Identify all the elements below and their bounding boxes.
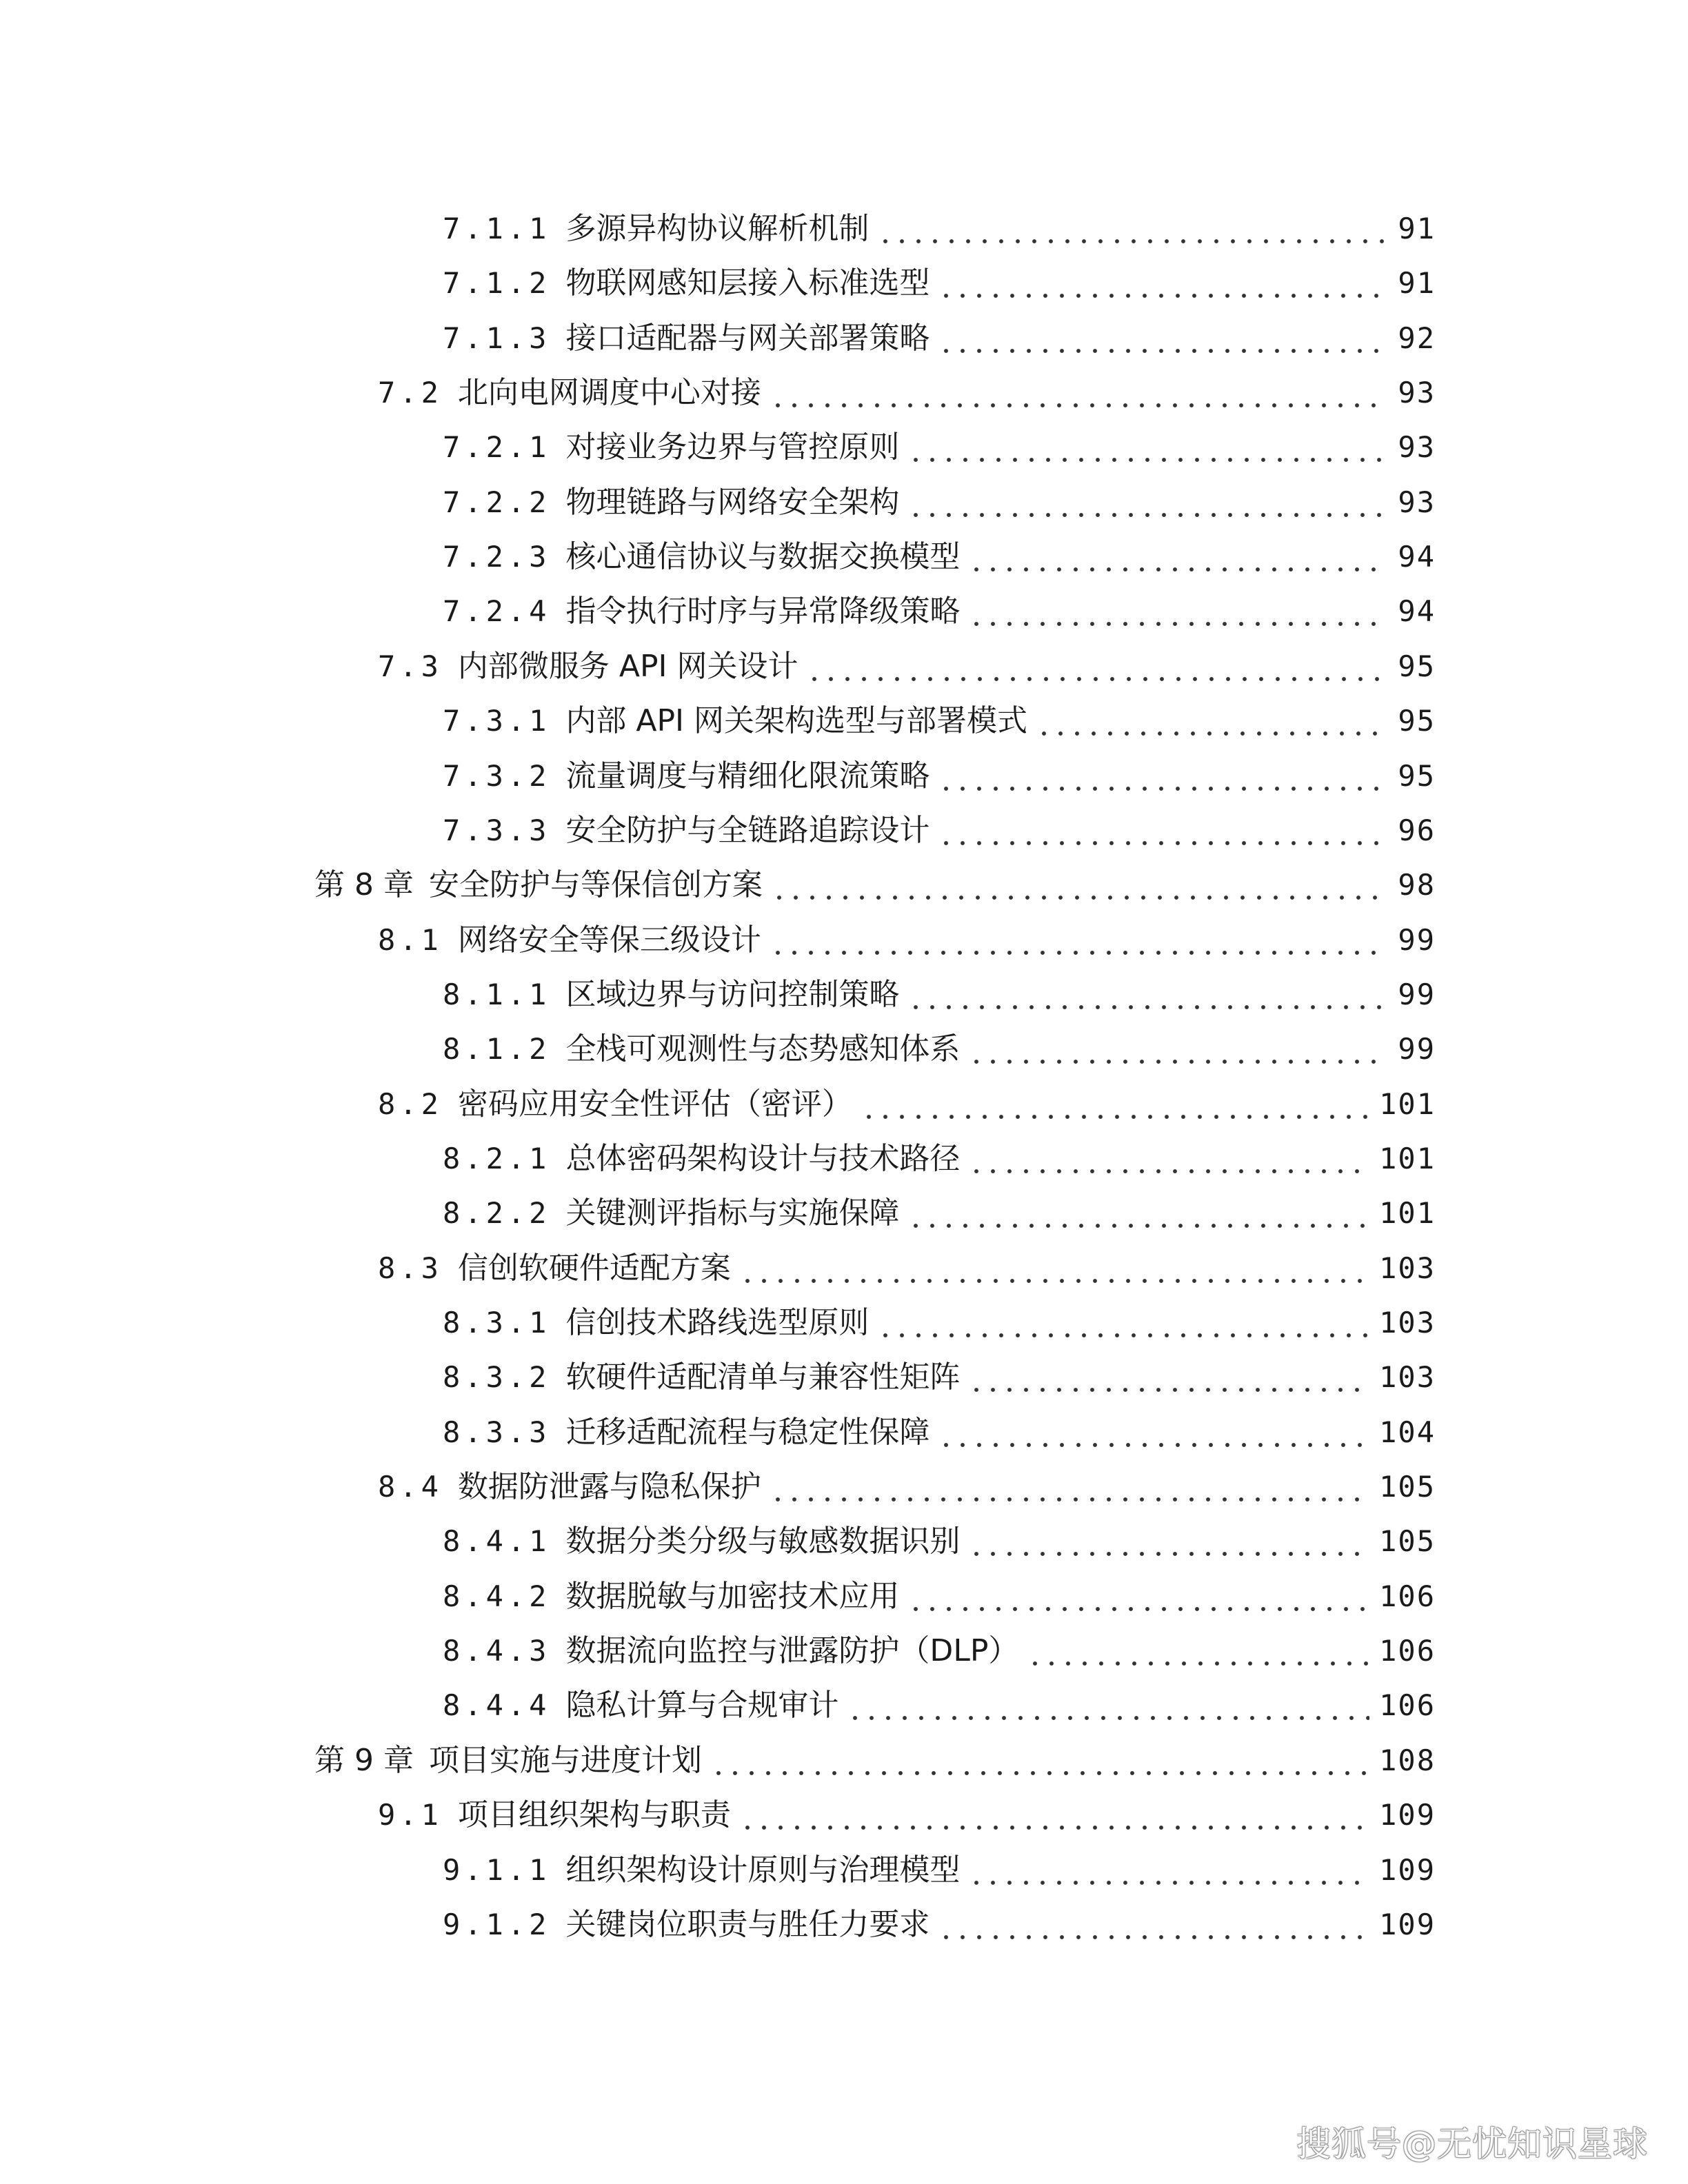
toc-dot-leader [770,369,1389,417]
toc-entry-number: 7.3.1 [443,704,551,738]
toc-dot-leader [938,314,1388,363]
toc-entry-page-number: 103 [1379,1360,1436,1394]
toc-entry-number: 8.2.1 [443,1142,551,1175]
toc-dot-leader [938,1901,1369,1949]
toc-entry-number: 7.2.3 [443,540,551,574]
toc-entry-number: 7.1.1 [443,212,551,245]
toc-entry-page-number: 92 [1398,321,1436,355]
toc-dot-leader [739,1244,1369,1293]
toc-entry-title: 迁移适配流程与稳定性保障 [565,1415,930,1450]
toc-subsection-entry[interactable] [443,1681,1436,1730]
toc-entry-title: 密码应用安全性评估（密评） [457,1086,852,1122]
toc-entry-title: 流量调度与精细化限流策略 [565,758,930,793]
toc-entry-title: 内部微服务 API 网关设计 [457,649,798,684]
toc-dot-leader [1027,1627,1369,1675]
toc-entry-title: 接口适配器与网关部署策略 [565,321,930,356]
toc-dot-leader [861,1080,1369,1129]
toc-entry-title: 安全防护与等保信创方案 [428,867,763,902]
toc-entry-page-number: 101 [1379,1196,1436,1230]
toc-subsection-entry[interactable] [443,1353,1436,1402]
toc-subsection-entry[interactable] [443,1573,1436,1621]
toc-dot-leader [968,1135,1369,1183]
toc-entry-title: 关键测评指标与实施保障 [565,1195,900,1231]
toc-dot-leader [968,1846,1369,1894]
toc-entry-page-number: 96 [1398,813,1436,847]
toc-subsection-entry[interactable] [443,533,1436,581]
toc-dot-leader [938,259,1388,307]
toc-section-entry[interactable] [378,1080,1436,1129]
toc-subsection-entry[interactable] [443,1901,1436,1949]
toc-entry-number: 8.4 [378,1470,443,1504]
toc-entry-page-number: 106 [1379,1634,1436,1668]
toc-entry-page-number: 103 [1379,1306,1436,1339]
toc-entry-page-number: 106 [1379,1688,1436,1722]
toc-entry-title: 组织架构设计原则与治理模型 [565,1852,961,1888]
toc-entry-number: 8.1.1 [443,978,551,1011]
toc-entry-title: 多源异构协议解析机制 [565,211,870,246]
toc-entry-page-number: 108 [1379,1743,1436,1777]
toc-dot-leader [710,1737,1369,1785]
toc-entry-number: 8.3.1 [443,1306,551,1339]
toc-dot-leader [806,643,1388,691]
toc-entry-number: 9.1.1 [443,1853,551,1887]
toc-dot-leader [770,1463,1369,1511]
toc-entry-number: 8.4.1 [443,1524,551,1558]
toc-entry-title: 指令执行时序与异常降级策略 [565,594,961,629]
toc-entry-page-number: 95 [1398,759,1436,793]
toc-subsection-entry[interactable] [443,1189,1436,1237]
toc-entry-title: 软硬件适配清单与兼容性矩阵 [565,1359,961,1395]
toc-entry-title: 核心通信协议与数据交换模型 [565,539,961,574]
toc-subsection-entry[interactable] [443,587,1436,636]
toc-entry-number: 8.4.3 [443,1634,551,1668]
toc-section-entry[interactable] [378,1463,1436,1511]
toc-entry-page-number: 101 [1379,1142,1436,1175]
toc-entry-number: 9.1.2 [443,1908,551,1941]
toc-section-entry[interactable] [378,916,1436,964]
toc-entry-page-number: 105 [1379,1524,1436,1558]
toc-entry-number: 8.3 [378,1251,443,1285]
toc-entry-page-number: 105 [1379,1470,1436,1504]
toc-dot-leader [907,423,1388,472]
toc-subsection-entry[interactable] [443,1135,1436,1183]
toc-entry-title: 区域边界与访问控制策略 [565,977,900,1012]
toc-entry-page-number: 94 [1398,594,1436,628]
toc-entry-title: 全栈可观测性与态势感知体系 [565,1031,961,1066]
toc-entry-title: 物理链路与网络安全架构 [565,485,900,520]
toc-entry-title: 关键岗位职责与胜任力要求 [565,1907,930,1942]
toc-dot-leader [968,1353,1369,1402]
toc-entry-title: 数据防泄露与隐私保护 [457,1469,761,1504]
toc-entry-number: 7.2.1 [443,430,551,464]
toc-entry-page-number: 98 [1398,868,1436,902]
toc-dot-leader [907,971,1388,1019]
toc-entry-page-number: 109 [1379,1908,1436,1941]
toc-subsection-entry[interactable] [443,259,1436,307]
toc-entry-number: 8.3.3 [443,1415,551,1449]
toc-entry-number: 9.1 [378,1798,443,1832]
toc-entry-title: 数据流向监控与泄露防护（DLP） [565,1633,1019,1668]
toc-entry-page-number: 104 [1379,1415,1436,1449]
toc-dot-leader [1036,697,1388,745]
toc-dot-leader [907,1573,1369,1621]
toc-subsection-entry[interactable] [443,1627,1436,1675]
watermark: 搜狐号@无忧知识星球 [1296,2124,1648,2164]
toc-entry-title: 项目组织架构与职责 [457,1797,731,1832]
toc-subsection-entry[interactable] [443,1299,1436,1347]
toc-section-entry[interactable] [378,1791,1436,1839]
toc-chapter-entry[interactable] [314,861,1436,909]
toc-dot-leader [739,1791,1369,1839]
toc-subsection-entry[interactable] [443,1025,1436,1073]
toc-entry-title: 对接业务边界与管控原则 [565,429,900,465]
toc-entry-page-number: 109 [1379,1853,1436,1887]
toc-entry-title: 信创技术路线选型原则 [565,1305,870,1340]
toc-entry-page-number: 93 [1398,376,1436,410]
toc-entry-number: 7.2.4 [443,594,551,628]
toc-subsection-entry[interactable] [443,205,1436,253]
toc-entry-number: 8.1 [378,923,443,957]
toc-entry-number: 8.3.2 [443,1360,551,1394]
toc-entry-number: 第 8 章 [314,867,414,902]
toc-dot-leader [968,533,1388,581]
toc-entry-title: 物联网感知层接入标准选型 [565,265,930,301]
toc-dot-leader [877,205,1388,253]
toc-subsection-entry[interactable] [443,697,1436,745]
toc-entry-page-number: 99 [1398,1032,1436,1066]
toc-entry-page-number: 93 [1398,430,1436,464]
toc-subsection-entry[interactable] [443,423,1436,472]
toc-dot-leader [877,1299,1369,1347]
toc-entry-title: 安全防护与全链路追踪设计 [565,813,930,848]
toc-entry-title: 内部 API 网关架构选型与部署模式 [565,703,1028,738]
toc-entry-title: 项目实施与进度计划 [428,1743,702,1778]
toc-section-entry[interactable] [378,1244,1436,1293]
toc-entry-title: 网络安全等保三级设计 [457,922,761,958]
toc-dot-leader [968,1517,1369,1566]
toc-entry-page-number: 95 [1398,649,1436,683]
toc-dot-leader [771,861,1388,909]
toc-entry-page-number: 99 [1398,978,1436,1011]
toc-subsection-entry[interactable] [443,807,1436,855]
toc-entry-title: 数据脱敏与加密技术应用 [565,1579,900,1614]
toc-entry-number: 第 9 章 [314,1743,414,1778]
toc-entry-title: 数据分类分级与敏感数据识别 [565,1524,961,1559]
toc-subsection-entry[interactable] [443,752,1436,800]
toc-entry-page-number: 101 [1379,1087,1436,1121]
toc-entry-number: 8.4.2 [443,1579,551,1613]
toc-dot-leader [938,1408,1369,1457]
toc-entry-page-number: 91 [1398,212,1436,245]
toc-entry-page-number: 94 [1398,540,1436,574]
toc-subsection-entry[interactable] [443,1846,1436,1894]
toc-entry-number: 8.4.4 [443,1688,551,1722]
toc-dot-leader [938,807,1388,855]
toc-section-entry[interactable] [378,369,1436,417]
toc-entry-page-number: 91 [1398,266,1436,300]
toc-chapter-entry[interactable] [314,1737,1436,1785]
toc-entry-number: 7.3 [378,649,443,683]
toc-subsection-entry[interactable] [443,478,1436,527]
toc-dot-leader [968,587,1388,636]
toc-dot-leader [938,752,1388,800]
toc-dot-leader [907,1189,1369,1237]
toc-subsection-entry[interactable] [443,971,1436,1019]
toc-entry-title: 总体密码架构设计与技术路径 [565,1141,961,1176]
toc-entry-page-number: 106 [1379,1579,1436,1613]
toc-entry-number: 7.2.2 [443,485,551,519]
toc-dot-leader [907,478,1388,527]
toc-entry-number: 8.1.2 [443,1032,551,1066]
toc-entry-number: 7.3.3 [443,813,551,847]
toc-entry-title: 信创软硬件适配方案 [457,1251,731,1286]
toc-subsection-entry[interactable] [443,1408,1436,1457]
toc-entry-number: 7.1.3 [443,321,551,355]
toc-subsection-entry[interactable] [443,314,1436,363]
toc-entry-number: 7.1.2 [443,266,551,300]
toc-entry-number: 7.3.2 [443,759,551,793]
toc-entry-page-number: 93 [1398,485,1436,519]
toc-dot-leader [847,1681,1369,1730]
toc-entry-number: 8.2.2 [443,1196,551,1230]
toc-entry-title: 隐私计算与合规审计 [565,1688,839,1723]
toc-dot-leader [968,1025,1388,1073]
toc-section-entry[interactable] [378,643,1436,691]
toc-dot-leader [770,916,1389,964]
toc-entry-number: 7.2 [378,376,443,410]
toc-entry-page-number: 103 [1379,1251,1436,1285]
toc-entry-page-number: 95 [1398,704,1436,738]
toc-subsection-entry[interactable] [443,1517,1436,1566]
toc-entry-number: 8.2 [378,1087,443,1121]
toc-entry-page-number: 99 [1398,923,1436,957]
toc-entry-title: 北向电网调度中心对接 [457,375,761,410]
toc-entry-page-number: 109 [1379,1798,1436,1832]
